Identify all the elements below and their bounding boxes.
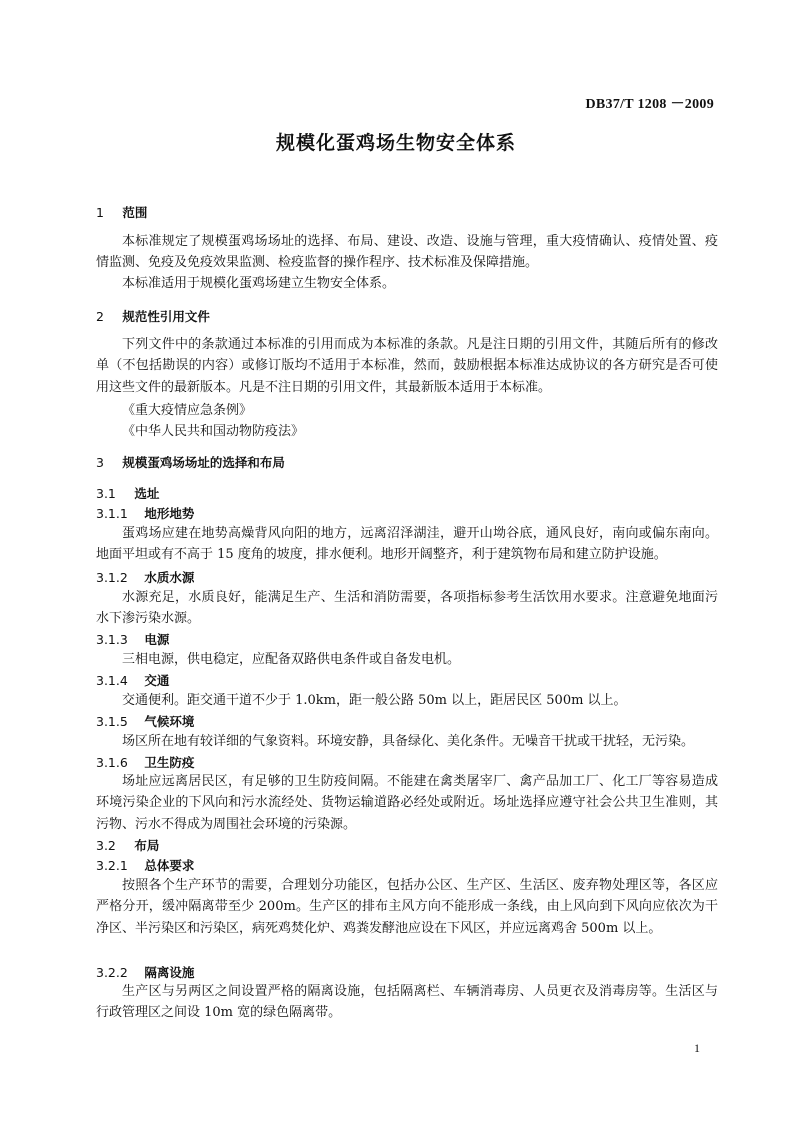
clause-3-2-1-paragraph: 按照各个生产环节的需要，合理划分功能区，包括办公区、生产区、生活区、废弃物处理区等，各区应严格分开，缓冲隔离带至少 200m。生产区的排布主风方向不能形成一条线，由上风向到下风向应依次为干净区、半污染区和污染区，病死鸡焚化炉、鸡粪发酵池应设在下风区，并应远离鸡舍 500m 以上。 [96, 878, 718, 936]
section-1-paragraph-2: 本标准适用于规模化蛋鸡场建立生物安全体系。 [122, 276, 396, 291]
standard-code: DB37/T 1208 －2009 [585, 97, 714, 112]
section-1-paragraph-1: 本标准规定了规模蛋鸡场场址的选择、布局、建设、改造、设施与管理，重大疫情确认、疫情处置、疫情监测、免疫及免疫效果监测、检疫监督的操作程序、技术标准及保障措施。 [96, 234, 718, 271]
clause-3-1-2-heading [96, 568, 194, 586]
section-title: 水质水源 [144, 570, 195, 585]
clause-3-2-2-heading [96, 963, 194, 981]
clause-3-1-6-heading [96, 753, 194, 771]
section-number: 3.1.6 [96, 755, 128, 770]
clause-3-2-2-paragraph: 生产区与另两区之间设置严格的隔离设施，包括隔离栏、车辆消毒房、人员更衣及消毒房等。生活区与行政管理区之间设 10m 宽的绿色隔离带。 [96, 984, 718, 1021]
section-title: 布局 [134, 838, 160, 853]
clause-3-1-5-paragraph: 场区所在地有较详细的气象资料。环境安静，具备绿化、美化条件。无噪音干扰或干扰轻，无污染。 [122, 734, 695, 749]
section-number: 1 [96, 205, 104, 220]
clause-3-1-4-paragraph: 交通便利。距交通干道不少于 1.0km，距一般公路 50m 以上，距居民区 500m 以上。 [122, 693, 627, 708]
section-title: 卫生防疫 [144, 755, 195, 770]
clause-3-1-6-paragraph: 场址应远离居民区，有足够的卫生防疫间隔。不能建在禽类屠宰厂、禽产品加工厂、化工厂等容易造成环境污染企业的下风向和污水流经处、货物运输道路必经处或附近。场址选择应遵守社会公共卫生准则，其污物、污水不得成为周围社会环境的污染源。 [96, 774, 718, 832]
clause-3-2-1-heading [96, 856, 194, 874]
section-number: 3.2.1 [96, 858, 128, 873]
section-title: 范围 [122, 205, 148, 220]
section-title: 规模蛋鸡场场址的选择和布局 [122, 455, 285, 470]
section-number: 3.2.2 [96, 965, 128, 980]
section-title: 电源 [144, 632, 170, 647]
section-title: 交通 [144, 673, 170, 688]
section-number: 3.1.2 [96, 570, 128, 585]
section-title: 气候环境 [144, 714, 195, 729]
section-title: 选址 [134, 486, 160, 501]
subsection-3-1-heading [96, 484, 159, 502]
reference-item: 《重大疫情应急条例》 [122, 403, 253, 418]
page-number: 1 [694, 1041, 700, 1055]
clause-3-1-1-heading [96, 504, 194, 522]
section-number: 3.1.4 [96, 673, 128, 688]
section-number: 2 [96, 309, 104, 324]
clause-3-1-5-heading [96, 712, 194, 730]
section-title: 规范性引用文件 [122, 309, 210, 324]
clause-3-1-3-heading [96, 630, 169, 648]
clause-3-1-3-paragraph: 三相电源，供电稳定，应配备双路供电条件或自备发电机。 [122, 652, 461, 667]
clause-3-1-1-paragraph: 蛋鸡场应建在地势高燥背风向阳的地方，远离沼泽湖洼，避开山坳谷底，通风良好，南向或偏东南向。地面平坦或有不高于 15 度角的坡度，排水便利。地形开阔整齐，利于建筑物布局和建立防护设施。 [96, 526, 718, 563]
section-number: 3.1.5 [96, 714, 128, 729]
subsection-3-2-heading [96, 836, 159, 854]
section-number: 3.1 [96, 486, 116, 501]
section-2-paragraph-1: 下列文件中的条款通过本标准的引用而成为本标准的条款。凡是注日期的引用文件，其随后所有的修改单（不包括勘误的内容）或修订版均不适用于本标准，然而，鼓励根据本标准达成协议的各方研究是否可使用这些文件的最新版本。凡是不注日期的引用文件，其最新版本适用于本标准。 [96, 337, 718, 395]
section-title: 隔离设施 [144, 965, 195, 980]
section-1-heading [96, 203, 147, 221]
section-2-heading [96, 307, 210, 325]
section-3-heading [96, 453, 285, 471]
reference-item: 《中华人民共和国动物防疫法》 [122, 424, 305, 439]
clause-3-1-4-heading [96, 671, 169, 689]
clause-3-1-2-paragraph: 水源充足，水质良好，能满足生产、生活和消防需要，各项指标参考生活饮用水要求。注意避免地面污水下渗污染水源。 [96, 590, 718, 627]
section-number: 3 [96, 455, 104, 470]
section-title: 地形地势 [144, 506, 195, 521]
document-title: 规模化蛋鸡场生物安全体系 [275, 132, 516, 154]
section-number: 3.1.3 [96, 632, 128, 647]
section-number: 3.2 [96, 838, 116, 853]
section-number: 3.1.1 [96, 506, 128, 521]
section-title: 总体要求 [144, 858, 195, 873]
